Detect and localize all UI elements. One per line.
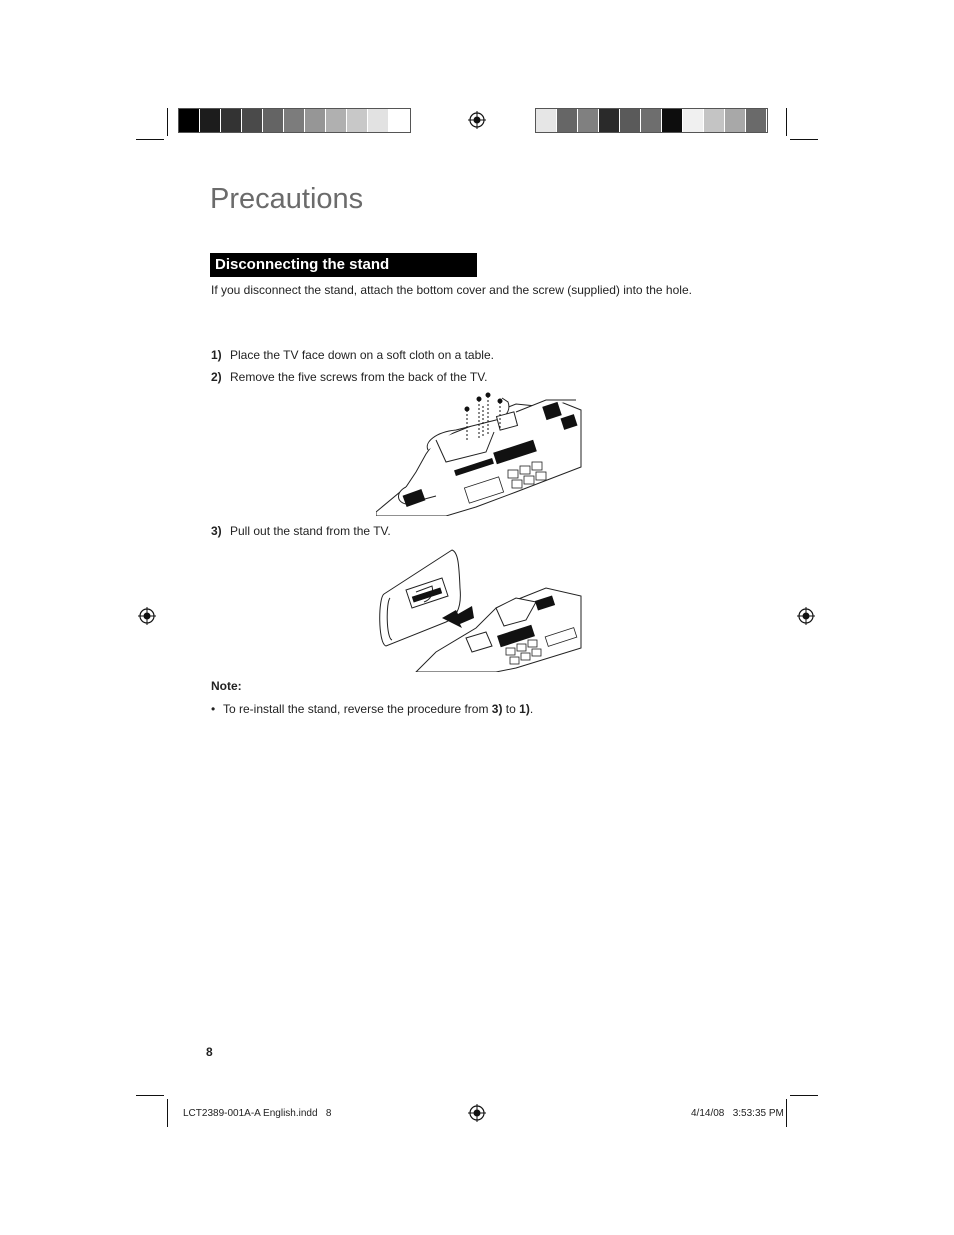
color-swatch bbox=[662, 109, 683, 132]
color-swatch bbox=[284, 109, 305, 132]
color-swatch bbox=[704, 109, 725, 132]
crop-mark bbox=[786, 108, 787, 136]
color-swatch bbox=[578, 109, 599, 132]
color-swatch bbox=[557, 109, 578, 132]
registration-mark-icon bbox=[468, 111, 486, 129]
color-swatch bbox=[242, 109, 263, 132]
note-text-middle: to bbox=[502, 702, 520, 716]
step-2 bbox=[211, 369, 487, 385]
crop-mark bbox=[790, 139, 818, 140]
step-number: 2) bbox=[211, 370, 222, 384]
crop-mark bbox=[167, 1099, 168, 1127]
bullet: • bbox=[211, 702, 216, 716]
step-text: Pull out the stand from the TV. bbox=[230, 524, 391, 538]
step-number: 3) bbox=[211, 524, 222, 538]
color-swatch bbox=[221, 109, 242, 132]
color-swatch bbox=[746, 109, 767, 132]
note-to-step: 1) bbox=[519, 702, 530, 716]
intro-text: If you disconnect the stand, attach the bottom cover and the screw (supplied) into the hole. bbox=[211, 283, 692, 297]
registration-mark-icon bbox=[138, 607, 156, 625]
color-swatch bbox=[683, 109, 704, 132]
step-text: Place the TV face down on a soft cloth on a table. bbox=[230, 348, 494, 362]
page-number: 8 bbox=[206, 1045, 213, 1059]
color-swatch bbox=[305, 109, 326, 132]
color-calibration-bar-right bbox=[535, 108, 768, 133]
color-swatch bbox=[599, 109, 620, 132]
note-label: Note: bbox=[211, 679, 242, 693]
crop-mark bbox=[786, 1099, 787, 1127]
crop-mark bbox=[136, 1095, 164, 1096]
crop-mark bbox=[136, 139, 164, 140]
tv-back-screws-illustration bbox=[376, 392, 584, 516]
color-swatch bbox=[641, 109, 662, 132]
color-swatch bbox=[347, 109, 368, 132]
color-calibration-bar-left bbox=[178, 108, 411, 133]
color-swatch bbox=[200, 109, 221, 132]
color-swatch bbox=[179, 109, 200, 132]
pull-out-stand-illustration bbox=[376, 548, 584, 672]
note-item bbox=[211, 701, 533, 717]
step-text: Remove the five screws from the back of the TV. bbox=[230, 370, 488, 384]
page-title: Precautions bbox=[210, 183, 364, 215]
registration-mark-icon bbox=[797, 607, 815, 625]
step-3 bbox=[211, 523, 391, 539]
footer-timestamp: 4/14/08 3:53:35 PM bbox=[691, 1108, 784, 1119]
color-swatch bbox=[389, 109, 410, 132]
note-text-end: . bbox=[529, 702, 534, 716]
step-number: 1) bbox=[211, 348, 222, 362]
color-swatch bbox=[326, 109, 347, 132]
color-swatch bbox=[263, 109, 284, 132]
crop-mark bbox=[790, 1095, 818, 1096]
section-heading: Disconnecting the stand bbox=[210, 253, 477, 277]
note-text: To re-install the stand, reverse the procedure from bbox=[223, 702, 492, 716]
color-swatch bbox=[368, 109, 389, 132]
step-1 bbox=[211, 347, 494, 363]
color-swatch bbox=[620, 109, 641, 132]
registration-mark-icon bbox=[468, 1104, 486, 1122]
note-from-step: 3) bbox=[491, 702, 503, 716]
footer-file-info: LCT2389-001A-A English.indd 8 bbox=[183, 1108, 332, 1119]
color-swatch bbox=[536, 109, 557, 132]
crop-mark bbox=[167, 108, 168, 136]
color-swatch bbox=[725, 109, 746, 132]
